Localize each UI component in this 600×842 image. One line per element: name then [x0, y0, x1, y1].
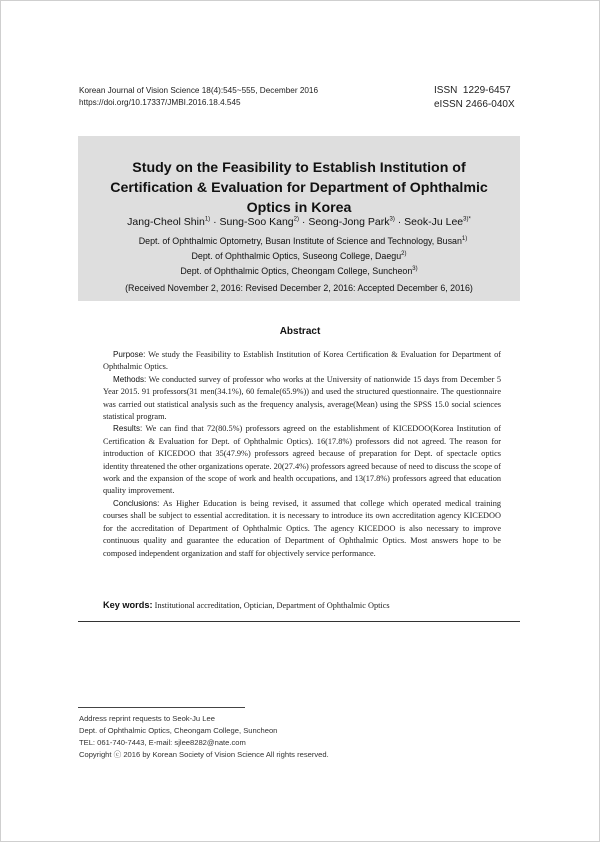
author-separator: · — [299, 216, 309, 228]
abstract-purpose — [103, 349, 501, 374]
affiliation-text: Dept. of Ophthalmic Optics, Suseong College, Daegu — [191, 251, 402, 261]
footnote-line: Address reprint requests to Seok-Ju Lee — [79, 714, 215, 723]
author-affil-mark: 2) — [293, 216, 299, 223]
keywords — [103, 599, 501, 612]
footnote-divider — [78, 707, 245, 708]
title-line: Optics in Korea — [246, 200, 352, 216]
author-name: Seok-Ju Lee — [404, 216, 464, 228]
affiliation-mark: 2) — [401, 251, 407, 258]
author-name: Seong-Jong Park — [308, 216, 390, 228]
footnote-line: Dept. of Ophthalmic Optics, Cheongam College, Suncheon — [79, 726, 278, 736]
abstract-methods — [103, 374, 501, 424]
eissn: eISSN 2466-040X — [434, 98, 515, 110]
journal-citation: Korean Journal of Vision Science 18(4):545~555, December 2016 — [79, 86, 319, 95]
affiliation — [78, 250, 520, 262]
author-list — [78, 215, 520, 229]
author-affil-mark: 3) — [389, 216, 395, 223]
journal-header — [79, 85, 318, 109]
author-separator: · — [210, 216, 220, 228]
issn-block — [434, 84, 515, 111]
author-separator: · — [394, 216, 405, 228]
results-label: Results: — [113, 424, 143, 434]
conclusions-label: Conclusions: — [113, 498, 160, 508]
abstract-body — [103, 349, 501, 560]
paper-title — [78, 158, 520, 218]
results-text: We can find that 72(80.5%) professors agreed on the establishment of KICEDOO(Korea Institution of Certification & Evaluation for Dept. of Ophthalmic Optics). 16(17.8%) professors did not agreed. The reason for introduction of KICEDOO that 35(47.9%) professors agreed because of preparation for Dept. of spectacle optics identity threatened the other organizations operate. 20(27.4%) professors agreed because of need to discuss the scope of work and the expansion of the scope of work and health occupations, and 13(17.8%) professors agreed that education quality improvement. — [103, 424, 501, 496]
title-line: Study on the Feasibility to Establish Institution of — [132, 160, 466, 176]
purpose-text: We study the Feasibility to Establish Institution of Korea Certification & Evaluation for Department of Ophthalmic Optics. — [103, 350, 501, 372]
abstract-results — [103, 423, 501, 497]
issn: ISSN 1229-6457 — [434, 85, 511, 96]
methods-text: We conducted survey of professor who works at the University of nationwide 15 days from December 5 Year 2015. 91 professors(31 men(34.1%), 60 female(65.9%)) and used the structured questionnaire. The questionnaire was carried out statistical analysis such as the frequency analysis, average(Mean) using the SPSS 15.0 social sciences statistical program. — [103, 374, 501, 422]
received-dates: (Received November 2, 2016: Revised December 2, 2016: Accepted December 6, 2016) — [125, 283, 473, 293]
abstract-heading: Abstract — [279, 326, 321, 337]
author-affil-mark: 3)* — [463, 216, 471, 223]
purpose-label: Purpose: — [113, 350, 146, 359]
author-name: Sung-Soo Kang — [219, 216, 294, 228]
footnote-line: TEL: 061-740-7443, E-mail: sjlee8282@nate.com — [79, 738, 246, 748]
title-box — [78, 136, 520, 301]
methods-label: Methods: — [113, 374, 147, 384]
section-divider — [78, 621, 520, 622]
affiliation-text: Dept. of Ophthalmic Optometry, Busan Institute of Science and Technology, Busan — [138, 236, 462, 246]
affiliation — [82, 235, 524, 247]
affiliation-mark: 3) — [412, 266, 418, 273]
affiliation-mark: 1) — [461, 236, 468, 243]
copyright-line: Copyright ⓒ 2016 by Korean Society of Vision Science All rights reserved. — [79, 750, 329, 760]
keywords-text: Institutional accreditation, Optician, Department of Ophthalmic Optics — [152, 601, 390, 610]
title-line: Certification & Evaluation for Department of Ophthalmic — [110, 180, 488, 196]
abstract-conclusions — [103, 498, 501, 560]
affiliation-text: Dept. of Ophthalmic Optics, Cheongam College, Suncheon — [180, 266, 413, 276]
conclusions-text: As Higher Education is being revised, it assumed that college which operated medical training courses shall be subject to essential accreditation. it is necessary to introduce its own accreditation agency KICEDOO for the accreditation of Department of Ophthalmic Optics. The agency KICEDOO is also necessary to improve continuous quality and guarantee the education of Department of Ophthalmic Optics. Most answers hope to be composed independent organization and staff for objectively service performance. — [103, 498, 501, 558]
author-name: Jang-Cheol Shin — [127, 216, 205, 228]
correspondence-footnote — [79, 713, 329, 761]
keywords-label: Key words: — [103, 600, 153, 610]
affiliation — [78, 265, 520, 277]
doi-link[interactable]: https://doi.org/10.17337/JMBI.2016.18.4.545 — [79, 98, 241, 107]
author-affil-mark: 1) — [204, 216, 211, 223]
